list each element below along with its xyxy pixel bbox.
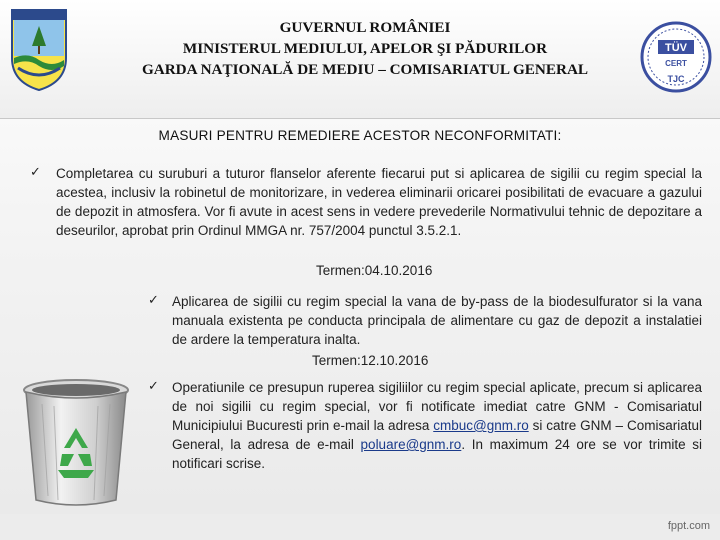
check-icon: ✓ [30,164,41,179]
header-line-1: GUVERNUL ROMÂNIEI [279,19,451,36]
header-line-2: MINISTERUL MEDIULUI, APELOR ŞI PĂDURILOR [182,40,548,57]
measure-3-text-c: . In maximum 24 ore se vor trimite si notificari scrise. [172,437,702,471]
header-line-3: GARDA NAŢIONALĂ DE MEDIU – COMISARIATUL GENERAL [141,61,589,78]
deadline-2: Termen:12.10.2016 [312,353,429,368]
measure-3-text-a: Operatiunile ce presupun ruperea sigiliilor cu regim special aplicate, precum si aplicarea de noi sigilii cu regim special, vor fi notificate imediat catre GNM - Comisariatul Municipiului Bucuresti prin e-mail la adresa [172,380,702,433]
email-link-cmbuc[interactable]: cmbuc@gnm.ro [433,418,529,433]
cert-badge-2: CERT [665,59,687,68]
cert-badge-3: TJC [667,74,685,84]
check-icon: ✓ [148,378,159,393]
footer-brand: fppt.com [667,520,710,532]
cert-badge-1: TÜV [665,42,687,54]
email-link-poluare[interactable]: poluare@gnm.ro [360,437,462,452]
measure-item-1: Completarea cu suruburi a tuturor flanselor aferente fiecarui put si aplicarea de sigilii cu regim special la acestea, inclusiv la robinetul de monitorizare, in vederea eliminarii oricarei posibilitati de evacuare a gazului de depozit in atmosfera. Vor fi avute in acest sens in vedere prevederile Normativului tehnic de depozitare a deseurilor, aprobat prin Ordinul MMGA nr. 757/2004 punctul 3.5.2.1. [56,166,702,238]
measure-item-2: Aplicarea de sigilii cu regim special la vana de by-pass de la biodesulfurator si la vana manuala existenta pe conducta principala de alimentare cu gaz de depozit a instalatiei de ardere la temperatura inalta. [172,294,702,347]
deadline-1: Termen:04.10.2016 [316,263,433,278]
certification-logo [640,18,712,96]
recycle-bin-icon [18,378,134,510]
measure-item-3 [172,378,702,473]
section-title: MASURI PENTRU REMEDIERE ACESTOR NECONFORMITATI: [158,128,562,143]
check-icon: ✓ [148,292,159,307]
footer-bar [0,514,720,540]
crest-icon [8,6,70,92]
measure-3-text-b: si catre GNM – Comisariatul General, la adresa de e-mail [172,418,702,452]
header-band [0,0,720,119]
header-titles [80,17,650,80]
